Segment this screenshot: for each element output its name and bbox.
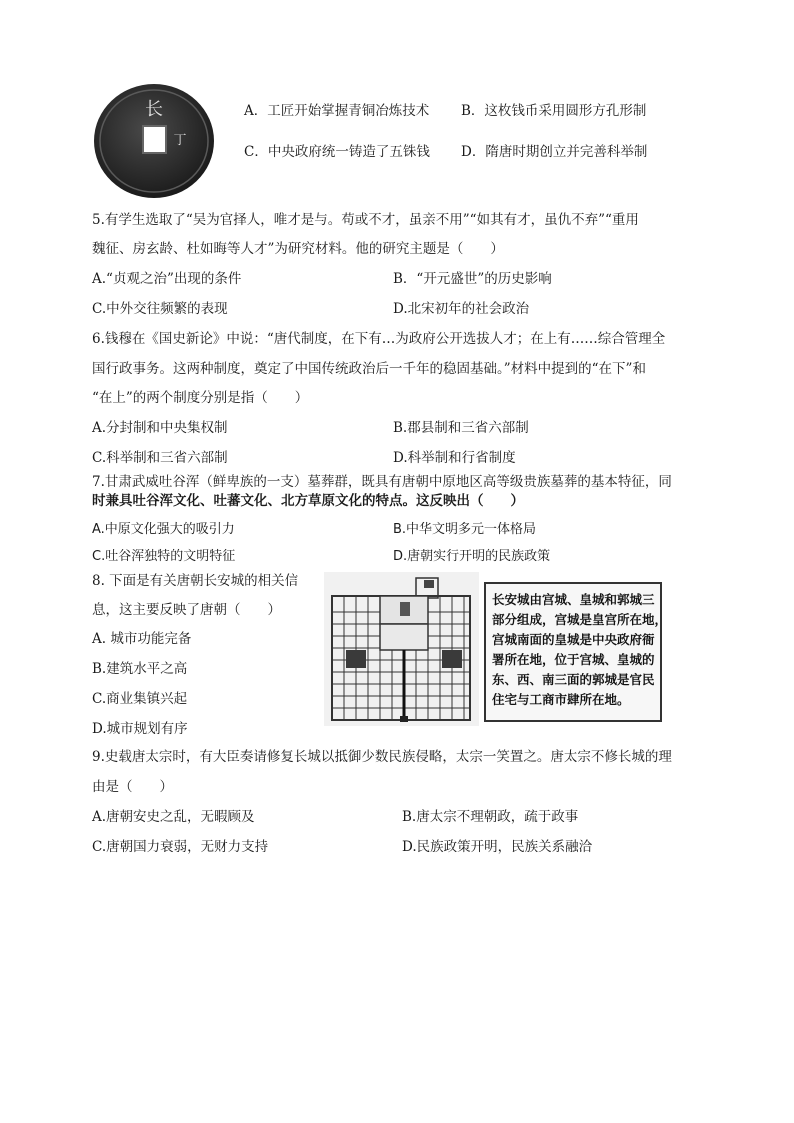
q7-option-b: B.中华文明多元一体格局 <box>393 522 537 537</box>
q5-option-b: B．“开元盛世”的历史影响 <box>393 271 552 287</box>
q7-option-c: C.吐谷浑独特的文明特征 <box>92 549 236 564</box>
q5-option-c: C.中外交往频繁的表现 <box>92 301 228 317</box>
q4-option-a: A．工匠开始掌握青铜冶炼技术 <box>244 103 430 119</box>
caption-line-6: 住宅与工商市肆所在地。 <box>492 692 630 707</box>
coin-char-top: 长 <box>145 99 163 120</box>
q7-stem-line1: 7.甘肃武威吐谷浑（鲜卑族的一支）墓葬群，既具有唐朝中原地区高等级贵族墓葬的基本特征，同 <box>92 474 672 490</box>
changan-caption-box <box>484 582 668 722</box>
q9-option-d: D.民族政策开明，民族关系融洽 <box>402 839 593 855</box>
q8-stem-line2: 息，这主要反映了唐朝（ ） <box>92 602 281 618</box>
q5-option-d: D.北宋初年的社会政治 <box>393 301 530 317</box>
q9-stem-line2: 由是（ ） <box>92 779 173 795</box>
q7-option-a: A.中原文化强大的吸引力 <box>92 522 235 537</box>
q5-stem-line2: 魏征、房玄龄、杜如晦等人才”为研究材料。他的研究主题是（ ） <box>92 241 504 257</box>
q6-option-c: C.科举制和三省六部制 <box>92 450 228 466</box>
q9-option-c: C.唐朝国力衰弱，无财力支持 <box>92 839 269 855</box>
q7-stem-line2: 时兼具吐谷浑文化、吐蕃文化、北方草原文化的特点。这反映出（ ） <box>92 493 524 509</box>
q8-option-d: D.城市规划有序 <box>92 721 188 737</box>
changan-city-map <box>324 572 479 726</box>
caption-line-1: 长安城由宫城、皇城和郭城三 <box>492 592 655 607</box>
q6-stem-line2: 国行政事务。这两种制度，奠定了中国传统政治后一千年的稳固基础。”材料中提到的“在下”和 <box>92 361 646 377</box>
q8-option-a: A. 城市功能完备 <box>92 631 192 647</box>
q7-option-d: D.唐朝实行开明的民族政策 <box>393 549 551 564</box>
changan-figure <box>324 572 668 726</box>
caption-line-3: 宫城南面的皇城是中央政府衙 <box>492 632 655 647</box>
q6-stem-line1: 6.钱穆在《国史新论》中说：“唐代制度，在下有…为政府公开选拔人才；在上有……综合管理全 <box>92 331 666 347</box>
q4-option-d: D．隋唐时期创立并完善科举制 <box>461 144 648 160</box>
q5-option-a: A.“贞观之治”出现的条件 <box>92 271 242 287</box>
q9-stem-line1: 9.史载唐太宗时，有大臣奏请修复长城以抵御少数民族侵略，太宗一笑置之。唐太宗不修长城的理 <box>92 749 672 765</box>
q9-option-a: A.唐朝安史之乱，无暇顾及 <box>92 809 255 825</box>
q8-option-b: B.建筑水平之高 <box>92 661 188 677</box>
q8-stem-line1: 8. 下面是有关唐朝长安城的相关信 <box>92 573 299 589</box>
q4-option-b: B．这枚钱币采用圆形方孔形制 <box>461 103 647 119</box>
q6-option-d: D.科举制和行省制度 <box>393 450 516 466</box>
q9-option-b: B.唐太宗不理朝政，疏于政事 <box>402 809 579 825</box>
q4-option-c: C．中央政府统一铸造了五铢钱 <box>244 144 430 160</box>
q5-stem-line1: 5.有学生选取了“吴为官择人，唯才是与。苟或不才，虽亲不用”“如其有才，虽仇不弃”“重用 <box>92 212 639 228</box>
caption-line-2: 部分组成，宫城是皇宫所在地， <box>492 612 668 627</box>
caption-line-5: 东、西、南三面的郭城是官民 <box>492 672 655 687</box>
q6-option-a: A.分封制和中央集权制 <box>92 420 228 436</box>
q6-option-b: B.郡县制和三省六部制 <box>393 420 529 436</box>
coin-char-right: 丁 <box>173 133 187 148</box>
q6-stem-line3: “在上”的两个制度分别是指（ ） <box>92 390 309 406</box>
q8-option-c: C.商业集镇兴起 <box>92 691 188 707</box>
coin-image <box>92 82 216 200</box>
caption-line-4: 署所在地，位于宫城、皇城的 <box>492 652 655 667</box>
